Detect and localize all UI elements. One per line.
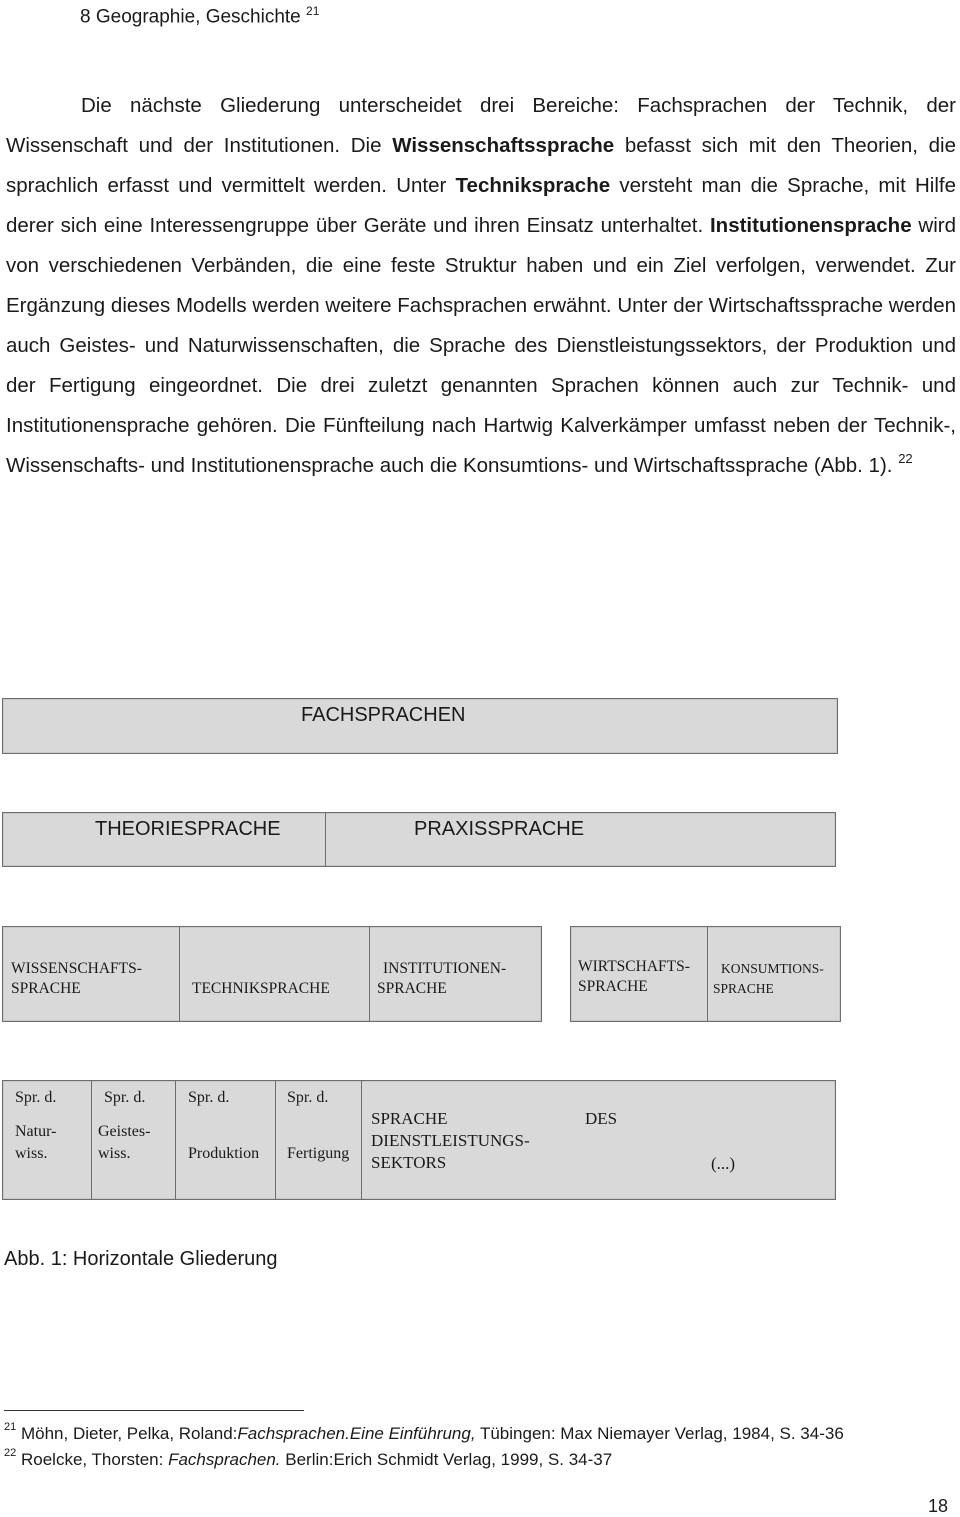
footnote-22: $^{22}$ Roelcke, Thorsten: Fachsprachen. Berlin:Erich Schmidt Verlag, 1999, S. 34-37 xyxy=(4,1447,613,1469)
footnote-ref: 22 xyxy=(898,451,913,466)
institutionensprache-cell: INSTITUTIONEN- SPRACHE xyxy=(377,960,507,997)
term-techniksprache: Techniksprache xyxy=(455,174,611,197)
fertigung-cell: Spr. d. Fertigung xyxy=(287,1089,350,1162)
des-label: DES xyxy=(585,1109,618,1128)
divider xyxy=(91,1081,92,1199)
footnote-separator xyxy=(4,1410,304,1411)
diagram-level-1 xyxy=(2,698,838,754)
divider xyxy=(179,927,180,1021)
divider xyxy=(325,813,326,866)
divider xyxy=(361,1081,362,1199)
footnote-21: $^{21}$ Möhn, Dieter, Pelka, Roland:Fachsprachen.Eine Einführung, Tübingen: Max Niemayer Verlag, 1984, S. 34-36 xyxy=(4,1421,844,1443)
diagram-level-3-right xyxy=(570,926,841,1022)
wirtschaftssprache-cell: WIRTSCHAFTS- SPRACHE xyxy=(578,958,690,995)
konsumtionssprache-cell: KONSUMTIONS- SPRACHE xyxy=(713,961,824,996)
footnote-ref: 21 xyxy=(306,4,320,18)
divider xyxy=(175,1081,176,1199)
body-paragraph: Die nächste Gliederung unterscheidet drei Bereiche: Fachsprachen der Technik, der Wissenschaft und der Institutionen. Die Wissenschaftssprache befasst sich mit den Theorien, die sprachlich erfasst und vermittelt werden. Unter Techniksprache versteht man die Sprache, mit Hilfe derer sich eine Interessengruppe über Geräte und ihren Einsatz unterhaltet. Institutionensprache wird von verschiedenen Verbänden, die eine feste Struktur haben und ein Ziel verfolgen, verwendet. Zur Ergänzung dieses Modells werden weitere Fachsprachen erwähnt. Unter der Wirtschaftssprache werden auch Geistes- und Naturwissenschaften, die Sprache des Dienstleistungssektors, der Produktion und der Fertigung eingeordnet. Die drei zuletzt genannten Sprachen können auch zur Technik- und Institutionensprache gehören. Die Fünfteilung nach Hartwig Kalverkämper umfasst neben der Technik-, Wissenschafts- und Institutionensprache auch die Konsumtions- und Wirtschaftssprache (Abb. 1). $^{22}$ xyxy=(6,94,956,477)
term-wissenschaftssprache: Wissenschaftssprache xyxy=(392,134,615,157)
fachsprachen-label: FACHSPRACHEN xyxy=(301,704,466,726)
page-number: 18 xyxy=(928,1496,949,1516)
geisteswiss-cell: Spr. d. Geistes- wiss. xyxy=(98,1089,151,1162)
produktion-cell: Spr. d. Produktion xyxy=(188,1089,260,1162)
running-header: 8 Geographie, Geschichte $^{21}$ xyxy=(80,4,320,28)
divider xyxy=(369,927,370,1021)
figure-caption: Abb. 1: Horizontale Gliederung xyxy=(4,1248,278,1270)
divider xyxy=(707,927,708,1021)
techniksprache-cell: TECHNIKSPRACHE xyxy=(192,980,330,997)
divider xyxy=(275,1081,276,1199)
praxissprache-label: PRAXISSPRACHE xyxy=(414,818,585,840)
diagram-level-2 xyxy=(2,812,836,867)
ellipsis-label: (...) xyxy=(711,1154,736,1173)
wissenschaftssprache-cell: WISSENSCHAFTS- SPRACHE xyxy=(11,960,142,997)
naturwiss-cell: Spr. d. Natur- wiss. xyxy=(15,1089,57,1162)
diagram-level-4 xyxy=(2,1080,836,1200)
theoriesprache-label: THEORIESPRACHE xyxy=(95,818,281,840)
dienstleistungssektor-cell: SPRACHE DIENSTLEISTUNGS- SEKTORS xyxy=(371,1109,530,1172)
term-institutionensprache: Institutionensprache xyxy=(709,214,912,237)
diagram-level-3-left xyxy=(2,926,542,1022)
